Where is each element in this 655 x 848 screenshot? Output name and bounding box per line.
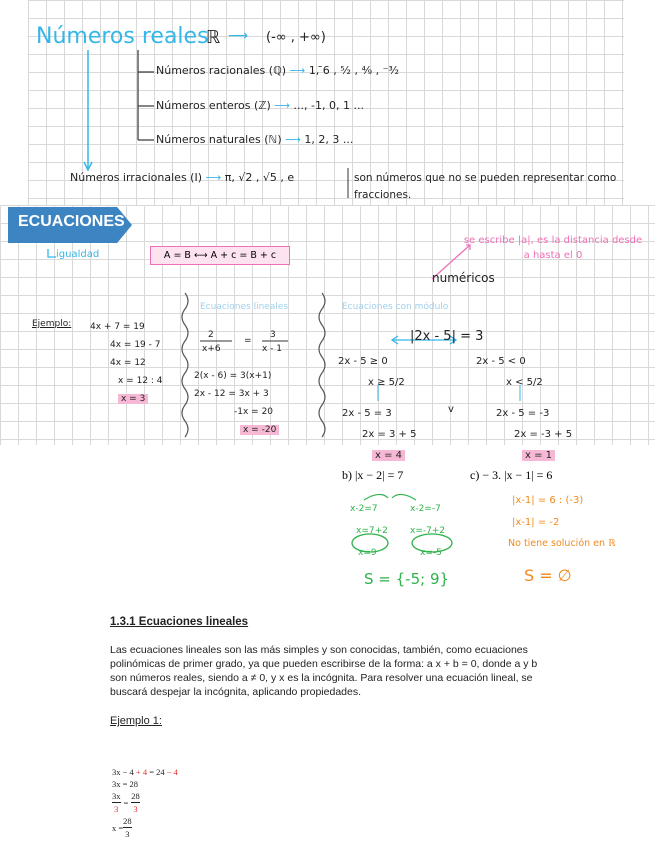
lineales-title: Ecuaciones lineales xyxy=(200,302,289,312)
irracionales-note: son números que no se pueden representar como fracciones. xyxy=(354,172,617,201)
c-steps: |x-1| = 6 : (-3) |x-1| = -2 xyxy=(512,495,584,528)
ejemplo-steps: 4x + 7 = 19 4x = 19 - 7 4x = 12 x = 12 : 4 x = 3 xyxy=(90,322,163,404)
section-heading: 1.3.1 Ecuaciones lineales xyxy=(110,616,249,628)
arrow-icon: ⟶ xyxy=(205,171,225,184)
step-1: 3x − 4 + 4 = 24 − 4 xyxy=(112,767,178,777)
ejemplo-label: Ejemplo: xyxy=(32,319,72,329)
modulo-left-case: 2x - 5 ≥ 0 x ≥ 5/2 2x - 5 = 3 2x = 3 + 5 x = 4 xyxy=(338,356,417,461)
c-note: No tiene solución en ℝ xyxy=(508,538,616,549)
property-box: A = B ⟷ A + c = B + c xyxy=(150,246,290,265)
frac-left-num: 2 xyxy=(208,330,214,340)
modulo-title: Ecuaciones con módulo xyxy=(342,302,449,312)
branch-enteros: Números enteros (ℤ) ⟶ ..., -1, 0, 1 ... xyxy=(156,99,364,112)
arrow-icon: ⟶ xyxy=(285,133,305,146)
c-solution: S = ∅ xyxy=(524,566,572,585)
b-left-steps: x-2=7 x=7+2 x=9 xyxy=(350,504,388,558)
ecuaciones-section xyxy=(0,205,655,461)
reales-symbol: ℝ xyxy=(206,27,221,48)
section-paragraph: Las ecuaciones lineales son las más simples y son conocidas, también, como ecuaciones polinómicas de primer grado, ya que pueden escribirse de la forma: a x + b = 0, donde a y b son números reales, siendo a ≠ 0, y x es la incógnita. Para resolver una ecuación lineal, se buscará despejar la incógnita, aplicando propiedades. xyxy=(110,644,538,698)
ecuaciones-banner-text: ECUACIONES xyxy=(18,213,125,230)
arrow-icon: ⟶ xyxy=(274,99,294,112)
ejemplo1-label: Ejemplo 1: xyxy=(110,715,162,727)
b-right-steps: x-2=-7 x=-7+2 x=-5 xyxy=(410,504,446,558)
reales-interval: (-∞ , +∞) xyxy=(266,30,326,45)
equals-sign: = xyxy=(244,336,252,346)
frac-left-den: x+6 xyxy=(202,344,221,354)
frac-right-num: 3 xyxy=(270,330,276,340)
texto-section xyxy=(110,616,550,727)
step-4: x = $\frac{28}{3}$ xyxy=(112,816,132,839)
frac-right-den: x - 1 xyxy=(262,344,283,354)
modulo-right-case: 2x - 5 < 0 x < 5/2 2x - 5 = -3 2x = -3 + 5 x = 1 xyxy=(476,356,573,461)
branch-naturales: Números naturales (ℕ) ⟶ 1, 2, 3 ... xyxy=(156,133,354,146)
or-symbol: v xyxy=(448,404,454,415)
igualdad-label: igualdad xyxy=(56,249,100,260)
lineales-steps: 2(x - 6) = 3(x+1) 2x - 12 = 3x + 3 -1x = 20 x = -20 xyxy=(194,367,279,439)
c-label: c) − 3. |x − 1| = 6 xyxy=(470,468,553,482)
irracionales-row: Números irracionales (I) ⟶ π, √2 , √5 , e xyxy=(70,171,295,184)
arrow-icon: ⟶ xyxy=(228,28,249,44)
reales-title: Números reales xyxy=(36,24,209,49)
step-2: 3x = 28 xyxy=(112,779,139,789)
numericos-label: numéricos xyxy=(432,271,495,285)
b-solution: S = {-5; 9} xyxy=(364,570,450,588)
modulo-note: se escribe |a|, es la distancia desde a hasta el 0 xyxy=(463,235,643,261)
ejemplos-bc-section xyxy=(330,458,625,603)
ejemplo1-steps xyxy=(112,766,178,840)
arrow-icon: ⟶ xyxy=(289,64,309,77)
modulo-equation: |2x - 5| = 3 xyxy=(410,329,484,344)
b-label: b) |x − 2| = 7 xyxy=(342,468,404,482)
branch-racionales: Números racionales (ℚ) ⟶ 1, ̄6 , ⁵⁄₂ , ⁴⁄₉ , ⁻³⁄₂ xyxy=(156,64,400,77)
numeros-reales-section xyxy=(28,0,624,205)
step-3: $\frac{3x}{3}$ = $\frac{28}{3}$ xyxy=(112,791,140,814)
